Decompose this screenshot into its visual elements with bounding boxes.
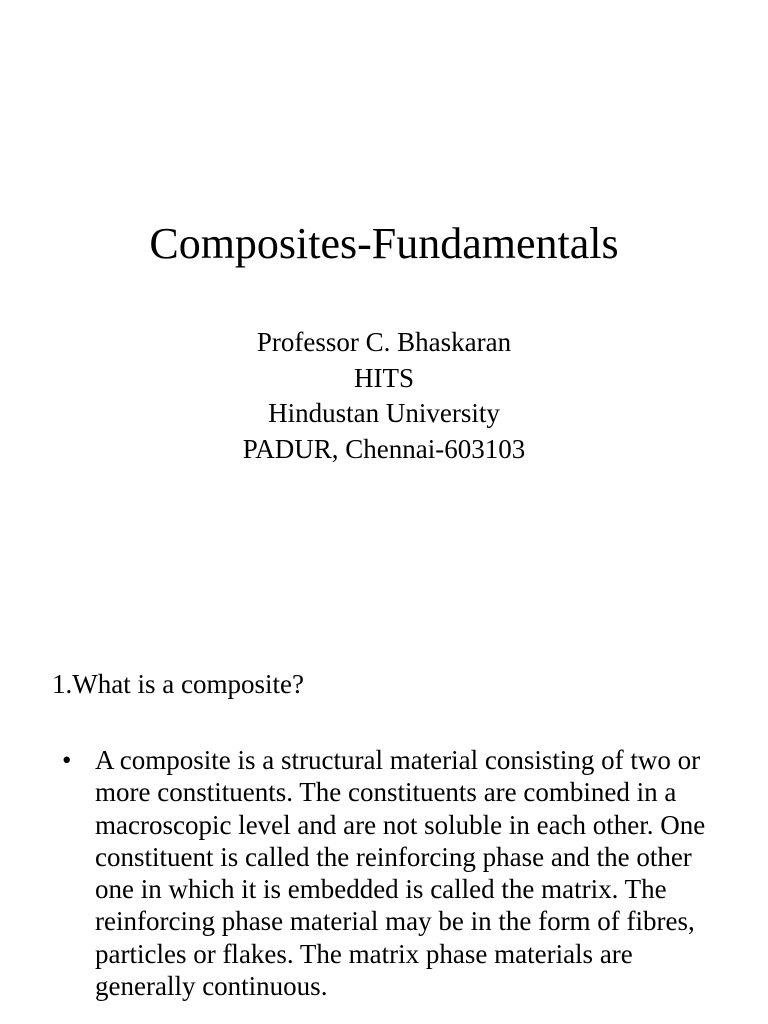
section-heading: 1.What is a composite? <box>52 669 304 699</box>
author-name: Professor C. Bhaskaran <box>256 327 512 357</box>
author-block <box>0 325 768 467</box>
document-title: Composites-Fundamentals <box>149 219 619 268</box>
author-university: Hindustan University <box>268 398 500 428</box>
bullet-list <box>56 744 716 1002</box>
bullet-item <box>56 744 716 1002</box>
author-address: PADUR, Chennai-603103 <box>242 433 526 464</box>
bullet-icon: • <box>62 745 72 775</box>
bullet-text: A composite is a structural material consisting of two or more constituents. The constituents are combined in a macroscopic level and are not soluble in each other. One constituent is called the reinforcing phase and the other one in which it is embedded is called the matrix. The reinforcing phase material may be in the form of fibres, particles or flakes. The matrix phase materials are generally continuous. <box>95 745 706 1002</box>
author-institute-short: HITS <box>354 362 414 393</box>
